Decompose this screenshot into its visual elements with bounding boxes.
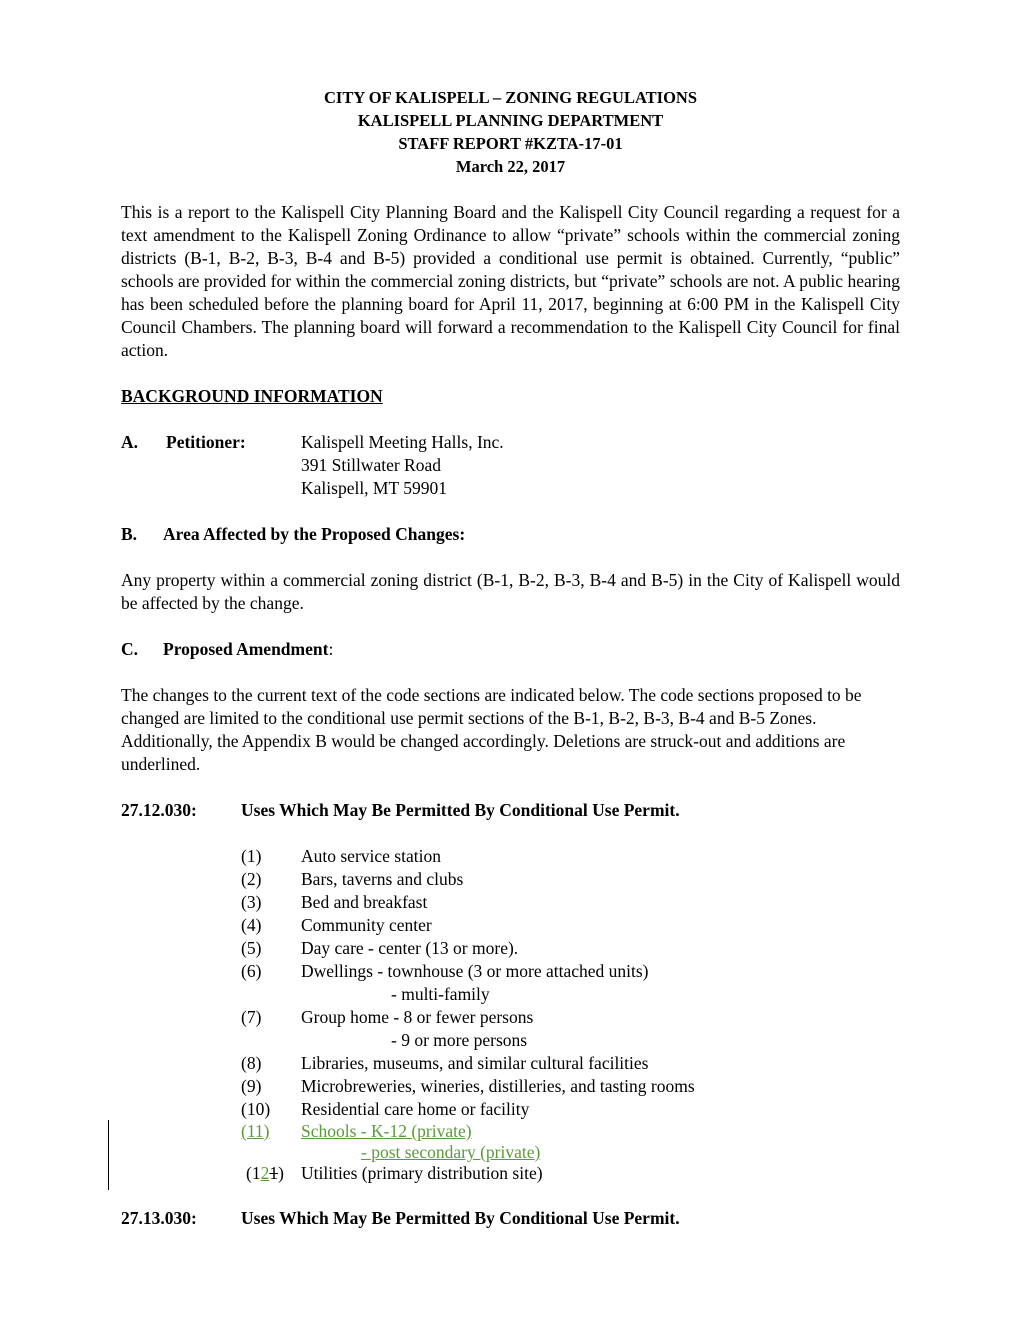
list-item-sub xyxy=(121,983,900,1006)
list-item-text: Dwellings - townhouse (3 or more attached units) xyxy=(301,961,649,981)
list-item xyxy=(121,868,900,891)
list-item-subtext: - multi-family xyxy=(391,984,490,1004)
list-item-number: (1) xyxy=(241,846,262,866)
last-item-number-close: ) xyxy=(278,1163,284,1183)
list-item-text: Bars, taverns and clubs xyxy=(301,869,464,889)
list-item xyxy=(121,1052,900,1075)
list-item-sub xyxy=(121,1029,900,1052)
code-section-number: 27.12.030: xyxy=(121,800,197,820)
list-item-last xyxy=(121,1163,900,1184)
report-header xyxy=(121,86,900,178)
list-item xyxy=(121,1075,900,1098)
list-item xyxy=(121,1098,900,1121)
last-item-number xyxy=(121,1163,306,1184)
petitioner-address-line1: 391 Stillwater Road xyxy=(301,455,441,475)
list-item-number: (5) xyxy=(241,938,262,958)
code-section-title-2: Uses Which May Be Permitted By Conditional Use Permit. xyxy=(241,1208,680,1228)
petitioner-address-line2: Kalispell, MT 59901 xyxy=(301,478,447,498)
section-b-heading xyxy=(121,523,900,546)
header-department: KALISPELL PLANNING DEPARTMENT xyxy=(357,111,664,130)
document-page xyxy=(121,86,900,1230)
list-item xyxy=(121,1006,900,1029)
list-item-text: Community center xyxy=(301,915,432,935)
list-item-number: (6) xyxy=(241,961,262,981)
revision-change-bar xyxy=(108,1120,109,1190)
list-item xyxy=(121,914,900,937)
list-item-text: Auto service station xyxy=(301,846,441,866)
list-item-added xyxy=(121,1121,900,1142)
last-item-number-added: 2 xyxy=(260,1163,270,1183)
section-b-label: Area Affected by the Proposed Changes: xyxy=(163,524,466,544)
header-date: March 22, 2017 xyxy=(455,157,566,176)
section-c-letter: C. xyxy=(121,639,139,659)
code-section-number-2: 27.13.030: xyxy=(121,1208,197,1228)
list-item-number: (3) xyxy=(241,892,262,912)
list-item-added-sub xyxy=(121,1142,900,1163)
section-b-letter: B. xyxy=(121,524,138,544)
added-item-text: Schools - K-12 (private) xyxy=(301,1121,472,1141)
petitioner-label: Petitioner: xyxy=(166,432,246,452)
section-b-text: Any property within a commercial zoning district (B-1, B-2, B-3, B-4 and B-5) in the City of Kalispell would be affected by the change. xyxy=(121,570,900,613)
header-city: CITY OF KALISPELL – ZONING REGULATIONS xyxy=(323,88,697,107)
code-section-title: Uses Which May Be Permitted By Conditional Use Permit. xyxy=(241,800,680,820)
list-item xyxy=(121,937,900,960)
section-a-letter: A. xyxy=(121,432,139,452)
list-item-text: Group home - 8 or fewer persons xyxy=(301,1007,534,1027)
last-item-text: Utilities (primary distribution site) xyxy=(301,1163,543,1183)
code-section-27-13-030 xyxy=(121,1207,900,1230)
last-item-number-struck: 1 xyxy=(269,1163,279,1183)
background-heading: BACKGROUND INFORMATION xyxy=(121,386,383,406)
list-item-subtext: - 9 or more persons xyxy=(391,1030,528,1050)
list-item-text: Libraries, museums, and similar cultural facilities xyxy=(301,1053,649,1073)
conditional-use-list xyxy=(121,845,900,1121)
section-a-petitioner xyxy=(121,431,900,500)
list-item-number: (2) xyxy=(241,869,262,889)
section-c-heading xyxy=(121,638,900,661)
added-item-number: (11) xyxy=(241,1121,270,1141)
list-item xyxy=(121,891,900,914)
list-item-number: (4) xyxy=(241,915,262,935)
section-c-text: The changes to the current text of the code sections are indicated below. The code sections proposed to be changed are limited to the conditional use permit sections of the B-1, B-2, B-3, B-4 and B-5 Zones. Additionally, the Appendix B would be changed accordingly. Deletions are struck-out and additions are underlined. xyxy=(121,685,862,774)
list-item-number: (7) xyxy=(241,1007,262,1027)
list-item-number: (9) xyxy=(241,1076,262,1096)
list-item-text: Day care - center (13 or more). xyxy=(301,938,519,958)
section-c-colon: : xyxy=(328,639,334,659)
list-item-text: Bed and breakfast xyxy=(301,892,428,912)
list-item-text: Residential care home or facility xyxy=(301,1099,530,1119)
list-item-text: Microbreweries, wineries, distilleries, and tasting rooms xyxy=(301,1076,695,1096)
list-item xyxy=(121,960,900,983)
last-item-number-open: (1 xyxy=(246,1163,261,1183)
code-section-27-12-030 xyxy=(121,799,900,822)
petitioner-name: Kalispell Meeting Halls, Inc. xyxy=(301,432,504,452)
list-item xyxy=(121,845,900,868)
header-report-number: STAFF REPORT #KZTA-17-01 xyxy=(398,134,623,153)
added-item-subtext: - post secondary (private) xyxy=(361,1142,541,1162)
list-item-number: (10) xyxy=(241,1099,271,1119)
list-item-number: (8) xyxy=(241,1053,262,1073)
section-c-label: Proposed Amendment xyxy=(163,639,329,659)
intro-paragraph: This is a report to the Kalispell City Planning Board and the Kalispell City Council regarding a request for a text amendment to the Kalispell Zoning Ordinance to allow “private” schools within the commercial zoning districts (B-1, B-2, B-3, B-4 and B-5) provided a conditional use permit is obtained. Currently, “public” schools are provided for within the commercial zoning districts, but “private” schools are not. A public hearing has been scheduled before the planning board for April 11, 2017, beginning at 6:00 PM in the Kalispell City Council Chambers. The planning board will forward a recommendation to the Kalispell City Council for final action. xyxy=(121,202,900,360)
